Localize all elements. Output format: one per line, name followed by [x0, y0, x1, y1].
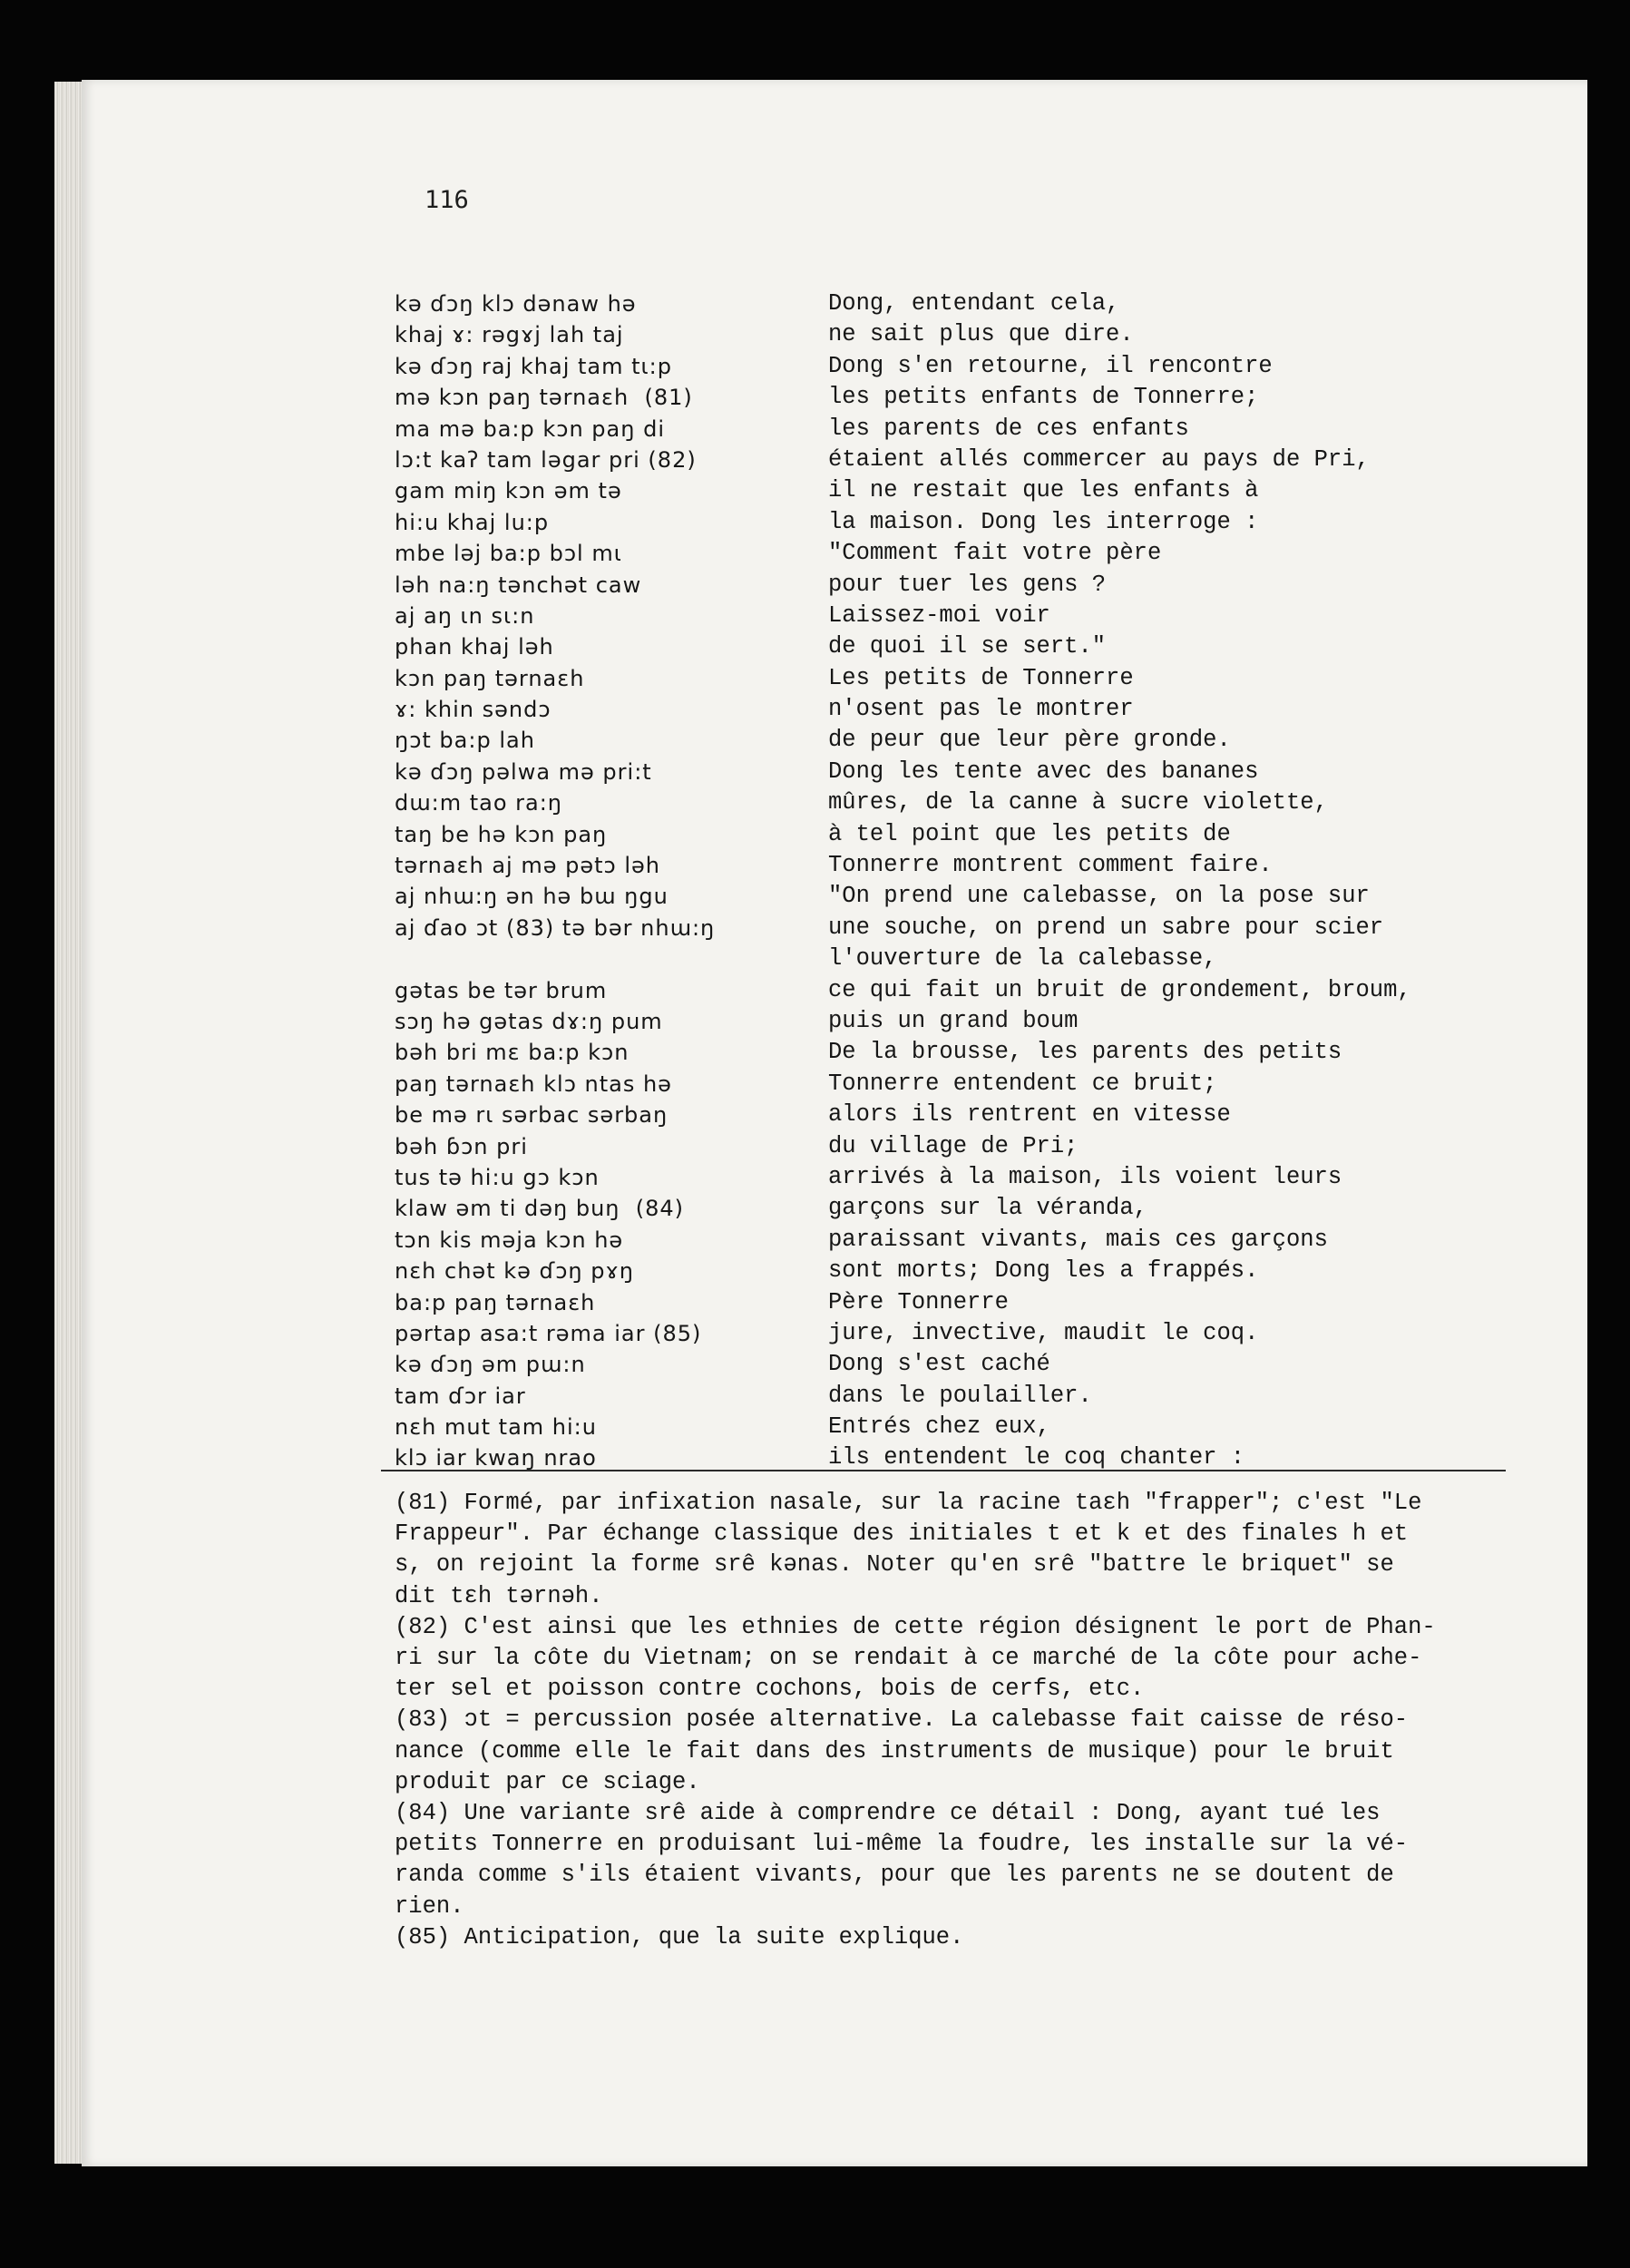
vernacular-line: tam ɗɔr iar [395, 1383, 526, 1409]
french-line: Tonnerre montrent comment faire. [828, 852, 1273, 879]
french-line: Tonnerre entendent ce bruit; [828, 1070, 1217, 1097]
vernacular-line: tərnaɛh aj mə pətɔ ləh [395, 853, 660, 879]
text-line [395, 819, 1411, 850]
french-line: "Comment fait votre père [828, 540, 1162, 567]
footnote-line: produit par ce sciage. [395, 1768, 700, 1795]
text-line [395, 601, 1411, 631]
french-line: mûres, de la canne à sucre violette, [828, 789, 1328, 816]
text-line [395, 1256, 1411, 1286]
footnote [395, 1612, 1519, 1706]
footnote-line: (81) Formé, par infixation nasale, sur la racine taɛh "frapper"; c'est "Le [395, 1490, 1422, 1516]
french-line: Père Tonnerre [828, 1288, 1009, 1315]
french-line: les petits enfants de Tonnerre; [828, 384, 1259, 411]
vernacular-line: aj aŋ ɩn sɩ:n [395, 602, 535, 629]
text-line [395, 1131, 1411, 1162]
bilingual-text [395, 288, 1411, 1474]
vernacular-line [395, 943, 828, 974]
text-line [395, 538, 1411, 569]
french-line: ils entendent le coq chanter : [828, 1444, 1245, 1471]
text-line [395, 1006, 1411, 1037]
vernacular-line: ɤ: khin səndɔ [395, 697, 551, 723]
book-page-edges [54, 82, 85, 2164]
vernacular-line: aj nhɯ:ŋ ən hə bɯ ŋgu [395, 884, 669, 910]
french-line: il ne restait que les enfants à [828, 477, 1259, 504]
french-line: de quoi il se sert." [828, 633, 1107, 660]
vernacular-line: ŋɔt ba:p lah [395, 728, 535, 754]
footnote-line: (82) C'est ainsi que les ethnies de cette région désignent le port de Phan- [395, 1613, 1436, 1640]
french-line: sont morts; Dong les a frappés. [828, 1257, 1259, 1285]
french-line: Laissez-moi voir [828, 601, 1050, 629]
french-line: "On prend une calebasse, on la pose sur [828, 883, 1370, 910]
french-line: garçons sur la véranda, [828, 1195, 1147, 1222]
french-line: ne sait plus que dire. [828, 321, 1134, 348]
vernacular-line: be mə rɩ sərbac sərbaŋ [395, 1102, 669, 1129]
footnote-line: s, on rejoint la forme srê kənas. Noter qu'en srê "battre le briquet" se [395, 1551, 1394, 1579]
footnote-line: nance (comme elle le fait dans des instruments de musique) pour le bruit [395, 1737, 1394, 1765]
footnote-line: ter sel et poisson contre cochons, bois de cerfs, etc. [395, 1676, 1145, 1703]
vernacular-line: pərtap asa:t rəma iar (85) [395, 1320, 702, 1346]
footnote-line: ri sur la côte du Vietnam; on se rendait à ce marché de la côte pour ache- [395, 1645, 1422, 1672]
text-line [395, 1069, 1411, 1100]
vernacular-line: nɛh mut tam hi:u [395, 1414, 597, 1441]
vernacular-line: sɔŋ hə gətas dɤ:ŋ pum [395, 1008, 663, 1034]
french-line: Dong s'est caché [828, 1351, 1050, 1378]
french-line: de peur que leur père gronde. [828, 727, 1231, 754]
french-line: Entrés chez eux, [828, 1413, 1050, 1441]
footnote-line: randa comme s'ils étaient vivants, pour que les parents ne se doutent de [395, 1862, 1394, 1889]
footnote-line: dit tɛh tərnəh. [395, 1582, 603, 1609]
vernacular-line: bəh ɓɔn pri [395, 1133, 528, 1159]
footnote-line: (84) Une variante srê aide à comprendre ce détail : Dong, ayant tué les [395, 1800, 1381, 1827]
text-line [395, 414, 1411, 445]
vernacular-line: mbe ləj ba:p bɔl mɩ [395, 541, 622, 567]
footnote-line: (85) Anticipation, que la suite explique. [395, 1923, 964, 1950]
text-line [395, 475, 1411, 506]
text-line [395, 663, 1411, 694]
vernacular-line: dɯ:m tao ra:ŋ [395, 790, 563, 816]
text-line [395, 725, 1411, 756]
footnote [395, 1798, 1519, 1922]
french-line: Dong, entendant cela, [828, 290, 1120, 317]
vernacular-line: kə ɗɔŋ əm pɯ:n [395, 1352, 586, 1378]
text-line [395, 1225, 1411, 1256]
vernacular-line: ba:p paŋ tərnaɛh [395, 1289, 596, 1315]
text-line [395, 694, 1411, 725]
text-line [395, 288, 1411, 319]
text-line [395, 1287, 1411, 1318]
french-line: les parents de ces enfants [828, 415, 1189, 442]
footnote-line: Frappeur". Par échange classique des initiales t et k et des finales h et [395, 1520, 1409, 1548]
vernacular-line: ma mə ba:p kɔn paŋ di [395, 415, 665, 442]
text-line [395, 1193, 1411, 1224]
french-line: dans le poulailler. [828, 1382, 1092, 1409]
french-line: puis un grand boum [828, 1007, 1079, 1034]
vernacular-line: phan khaj ləh [395, 634, 554, 660]
text-line [395, 1412, 1411, 1442]
vernacular-line: paŋ tərnaɛh klɔ ntas hə [395, 1070, 672, 1097]
vernacular-line: tɔn kis məja kɔn hə [395, 1227, 624, 1253]
text-line [395, 631, 1411, 662]
text-line [395, 975, 1411, 1006]
vernacular-line: tus tə hi:u gɔ kɔn [395, 1164, 600, 1190]
vernacular-line: taŋ be hə kɔn paŋ [395, 821, 608, 847]
vernacular-line: gətas be tər brum [395, 977, 608, 1003]
footnote [395, 1488, 1519, 1612]
text-line [395, 757, 1411, 787]
vernacular-line: ləh na:ŋ tənchət caw [395, 572, 642, 598]
vernacular-line: kə ɗɔŋ klɔ dənaw hə [395, 291, 637, 317]
french-line: alors ils rentrent en vitesse [828, 1101, 1231, 1129]
footnote-line: rien. [395, 1892, 464, 1920]
french-line: Dong les tente avec des bananes [828, 758, 1259, 785]
vernacular-line: hi:u khaj lu:p [395, 509, 550, 535]
text-line [395, 943, 1411, 974]
french-line: ce qui fait un bruit de grondement, broum, [828, 976, 1411, 1003]
vernacular-line: klaw əm ti dəŋ buŋ (84) [395, 1196, 685, 1222]
french-line: Dong s'en retourne, il rencontre [828, 352, 1273, 379]
page-number: 116 [425, 186, 469, 214]
footnote-line: petits Tonnerre en produisant lui-même la foudre, les installe sur la vé- [395, 1831, 1409, 1858]
text-line [395, 881, 1411, 912]
footnote-separator [381, 1470, 1506, 1471]
vernacular-line: bəh bri mɛ ba:p kɔn [395, 1040, 630, 1066]
text-line [395, 1381, 1411, 1412]
text-line [395, 570, 1411, 601]
vernacular-line: aj ɗao ɔt (83) tə bər nhɯ:ŋ [395, 914, 716, 941]
vernacular-line: khaj ɤ: rəgɤj lah taj [395, 322, 624, 348]
french-line: paraissant vivants, mais ces garçons [828, 1226, 1328, 1253]
vernacular-line: kɔn paŋ tərnaɛh [395, 665, 585, 691]
text-line [395, 382, 1411, 413]
vernacular-line: kə ɗɔŋ pəlwa mə pri:t [395, 758, 652, 785]
vernacular-line: nɛh chət kə ɗɔŋ pɤŋ [395, 1258, 635, 1285]
footnote [395, 1922, 1519, 1953]
text-line [395, 787, 1411, 818]
vernacular-line: gam miŋ kɔn əm tə [395, 478, 622, 504]
french-line: jure, invective, maudit le coq. [828, 1319, 1259, 1346]
french-line: De la brousse, les parents des petits [828, 1039, 1342, 1066]
vernacular-line: mə kɔn paŋ tərnaɛh (81) [395, 385, 693, 411]
text-line [395, 319, 1411, 350]
text-line [395, 1162, 1411, 1193]
text-line [395, 445, 1411, 475]
text-line [395, 1100, 1411, 1130]
footnotes [395, 1488, 1519, 1953]
text-line [395, 850, 1411, 881]
text-line [395, 1037, 1411, 1068]
vernacular-line: kə ɗɔŋ raj khaj tam tɩ:p [395, 353, 672, 379]
french-line: n'osent pas le montrer [828, 696, 1134, 723]
text-line [395, 507, 1411, 538]
text-line [395, 351, 1411, 382]
footnote [395, 1705, 1519, 1798]
french-line: pour tuer les gens ? [828, 571, 1107, 598]
french-line: à tel point que les petits de [828, 820, 1231, 847]
text-line [395, 1318, 1411, 1349]
french-line: Les petits de Tonnerre [828, 664, 1134, 691]
french-line: la maison. Dong les interroge : [828, 508, 1259, 535]
french-line: l'ouverture de la calebasse, [828, 945, 1217, 973]
french-line: une souche, on prend un sabre pour scier [828, 914, 1384, 941]
vernacular-line: klɔ iar kwaŋ nrao [395, 1445, 597, 1471]
vernacular-line: lɔ:t kaʔ tam ləgar pri (82) [395, 446, 697, 473]
text-line [395, 1349, 1411, 1380]
footnote-line: (83) ɔt = percussion posée alternative. La calebasse fait caisse de réso- [395, 1706, 1409, 1734]
french-line: arrivés à la maison, ils voient leurs [828, 1163, 1342, 1190]
text-line [395, 913, 1411, 943]
french-line: du village de Pri; [828, 1132, 1079, 1159]
french-line: étaient allés commercer au pays de Pri, [828, 445, 1370, 473]
